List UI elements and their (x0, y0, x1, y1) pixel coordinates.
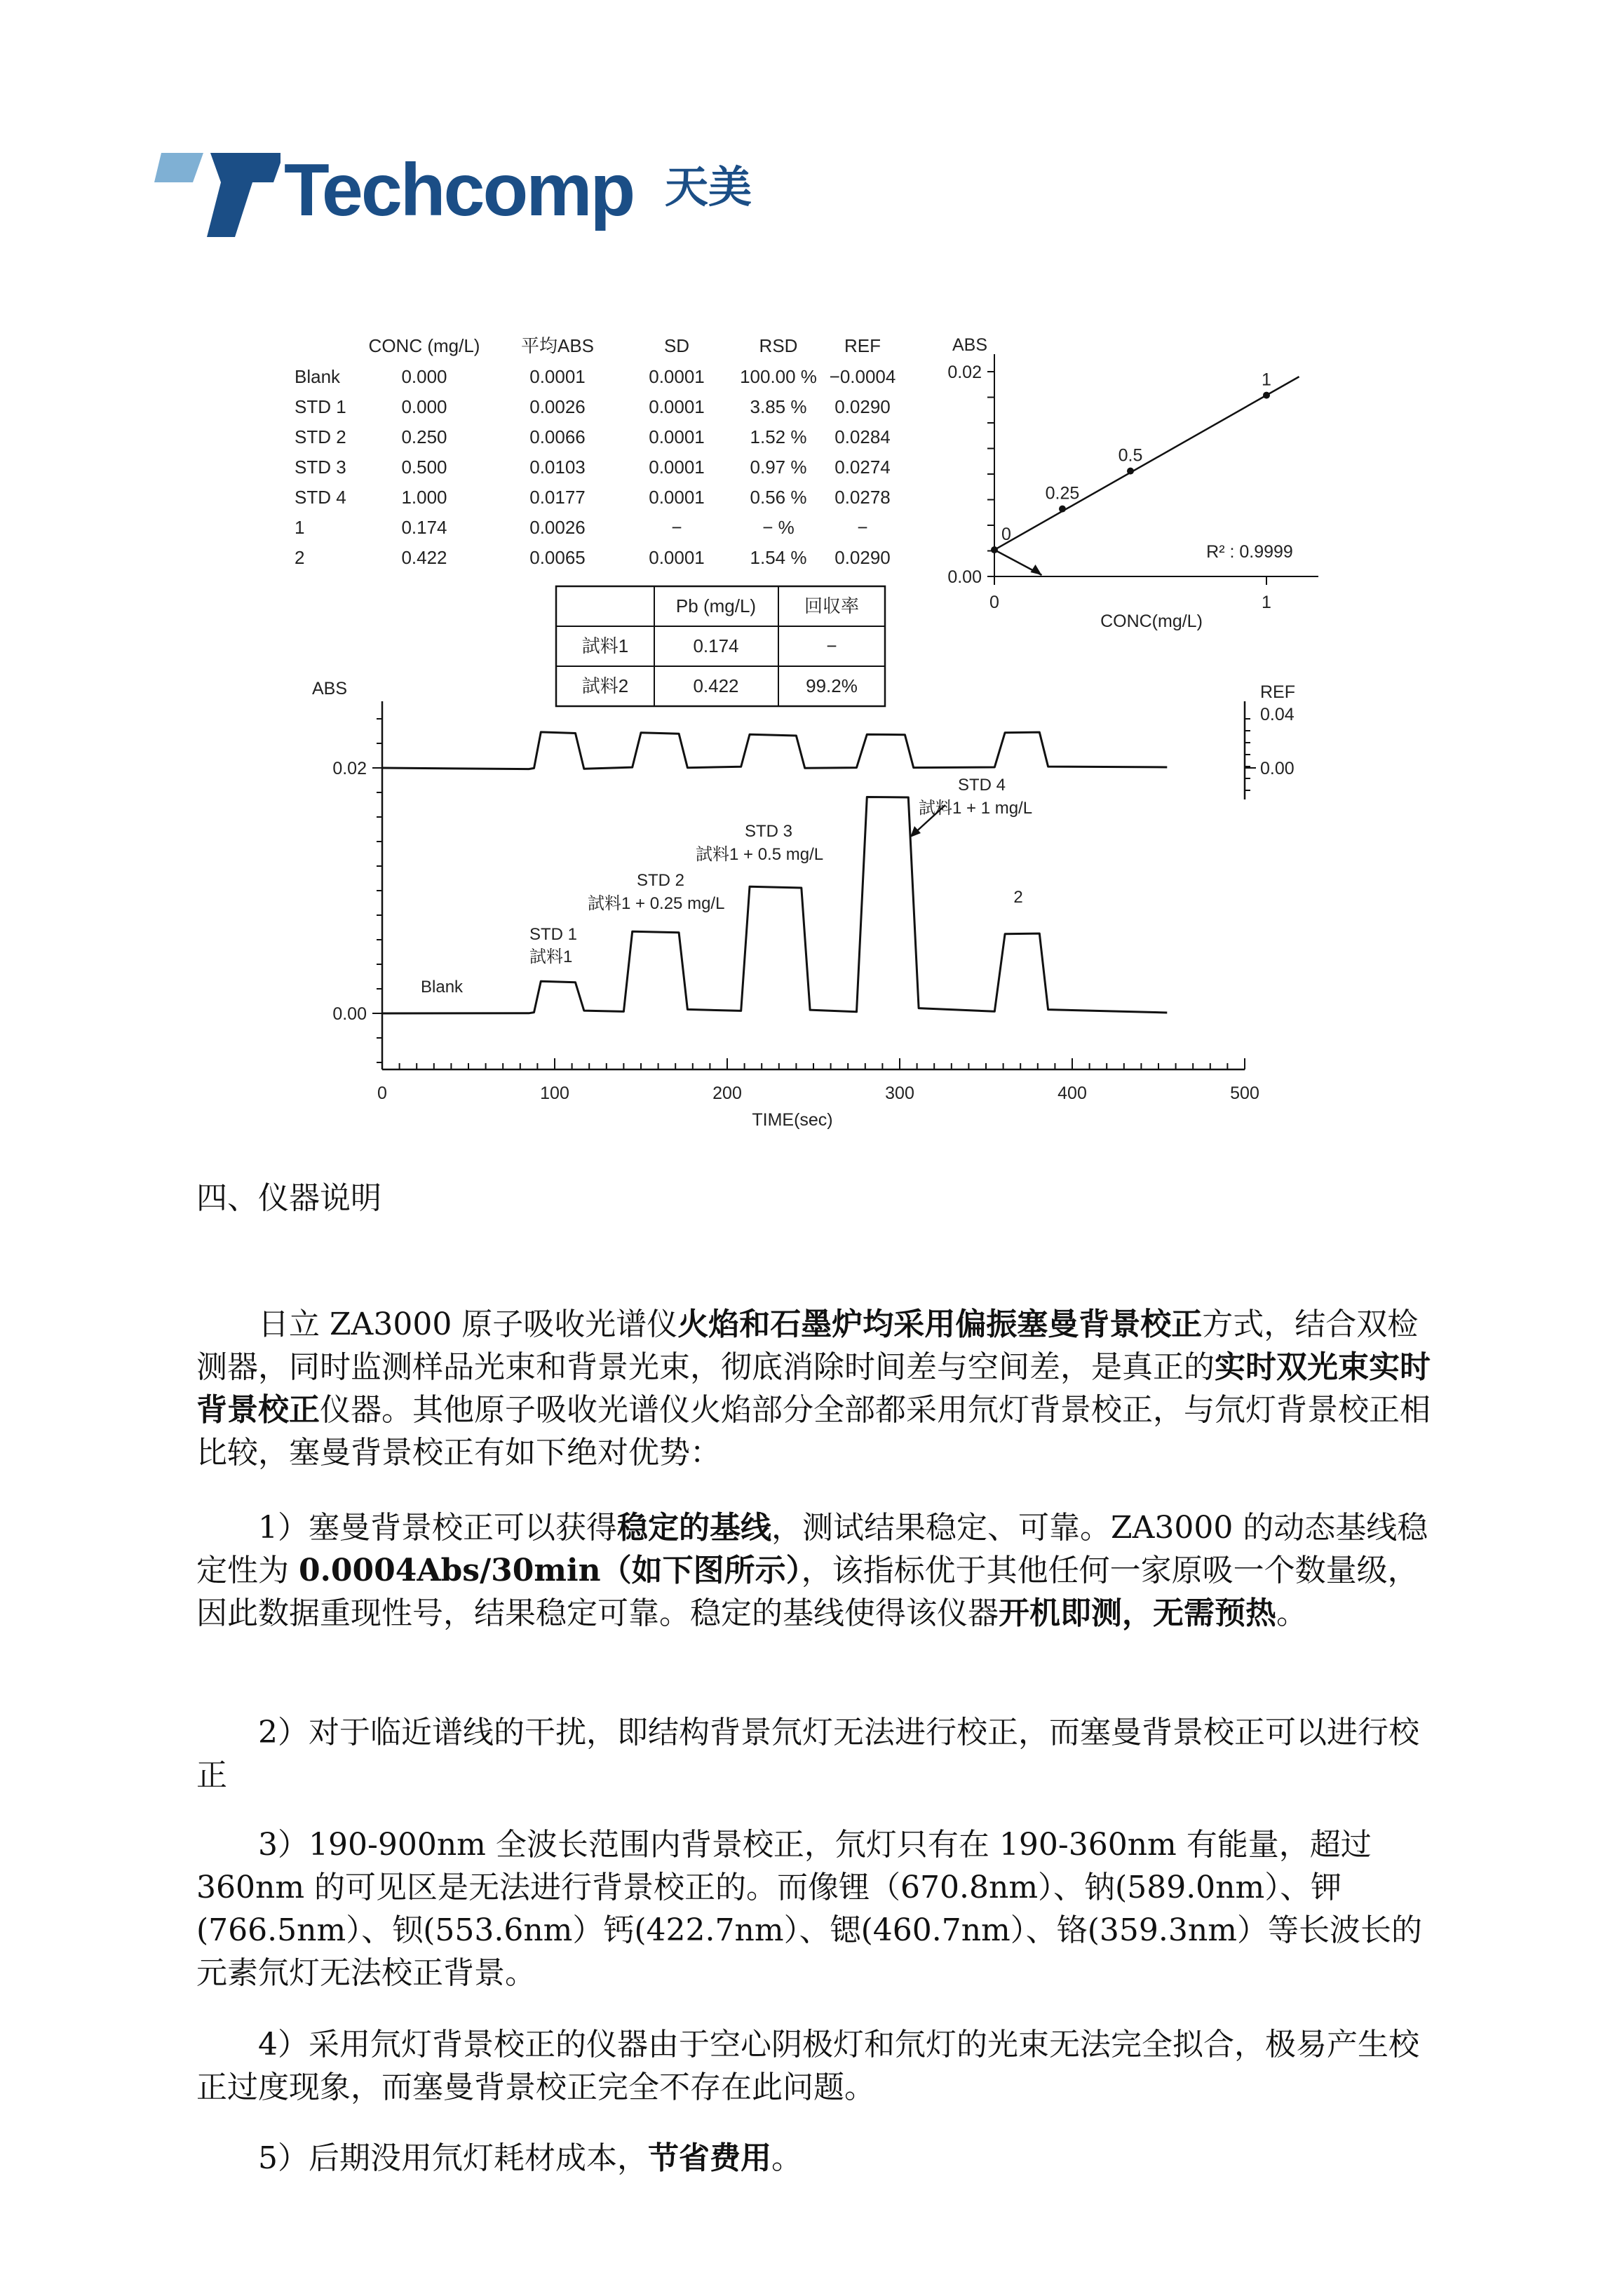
paragraph-4: 3）190-900nm 全波长范围内背景校正，氘灯只有在 190-360nm 有能量，超过 360nm 的可见区是无法进行背景校正的。而像锂（670.8nm）、钠(589.0nm）、钾(766.5nm）、钡(553.6nm）钙(422.7nm）、锶(460.7nm）、铬(359.3nm）等长波长的元素氘灯无法校正背景。 (196, 1827, 1422, 1991)
p2-text-4: 。 (1276, 1595, 1307, 1631)
recovery-table-cell: 試料1 (581, 635, 629, 657)
results-table-cell: STD 4 (295, 487, 346, 508)
results-table-cell: 0.0278 (834, 487, 891, 508)
calib-point (1059, 506, 1066, 513)
calib-point-label: 0.5 (1118, 445, 1143, 466)
calib-arrow-head (1031, 565, 1042, 575)
results-table-header: RSD (759, 335, 798, 356)
calib-x-tick-label: 1 (1262, 593, 1271, 612)
time-x-tick-label: 100 (540, 1083, 569, 1103)
logo-cn-text: 天美 (665, 161, 752, 212)
time-annotation: Blank (421, 978, 464, 997)
p6-text-1: 5）后期没用氘灯耗材成本， (258, 2140, 648, 2176)
time-annotation: 試料1 + 0.5 mg/L (696, 845, 824, 864)
p1-text-3: 仪器。其他原子吸收光谱仪火焰部分全部都采用氘灯背景校正，与氘灯背景校正相比较，塞曼背景校正有如下绝对优势： (196, 1392, 1431, 1471)
calib-point-label: 0 (1001, 525, 1011, 545)
results-table-cell: 0.0290 (834, 547, 891, 568)
results-table-cell: STD 2 (295, 426, 346, 447)
time-signal-chart (312, 679, 1295, 1130)
time-y2-axis-label: REF (1260, 682, 1295, 702)
calib-x-tick-label: 0 (989, 593, 999, 612)
results-table-header: CONC (mg/L) (368, 335, 480, 356)
logo-brand-text: Techcomp (284, 149, 634, 231)
results-table-cell: 0.0177 (529, 487, 586, 508)
time-x-axis-label: TIME(sec) (752, 1110, 833, 1130)
time-annotation: 試料1 (529, 947, 573, 966)
p1-text-2: 方式，结合双检测器，同时监测样品光束和背景光束，彻底消除时间差与空间差，是真正的 (196, 1306, 1419, 1385)
results-table-cell: 0.0001 (649, 457, 705, 478)
p6-text-2: 。 (771, 2140, 802, 2176)
results-table-cell: 0.422 (401, 547, 447, 568)
time-annotation: STD 1 (529, 925, 578, 944)
results-table-cell: 1.52 % (750, 426, 807, 447)
results-table-header: SD (663, 335, 690, 356)
ref-signal-line (382, 732, 1167, 769)
time-y-axis-label: ABS (312, 679, 348, 698)
results-table-cell: 1.000 (401, 487, 447, 508)
results-table-cell: Blank (295, 366, 341, 387)
results-table-cell: 0.0001 (529, 366, 586, 387)
p6-bold-1: 节省费用 (648, 2140, 771, 2176)
results-table-cell: 0.000 (401, 396, 447, 417)
p2-text-1: 1）塞曼背景校正可以获得 (258, 1510, 617, 1546)
time-y2-tick-label: 0.00 (1260, 759, 1295, 778)
time-annotation: STD 4 (958, 776, 1006, 795)
calib-fit-line (994, 377, 1299, 550)
results-table-cell: 0.0001 (649, 487, 705, 508)
paragraph-5: 4）采用氘灯背景校正的仪器由于空心阴极灯和氘灯的光束无法完全拟合，极易产生校正过度现象，而塞曼背景校正完全不存在此问题。 (196, 2027, 1419, 2105)
time-annotation: STD 3 (745, 822, 793, 841)
paragraph-6 (196, 2137, 1445, 2180)
time-annotation: 試料1 + 0.25 mg/L (588, 894, 725, 913)
results-table-cell: 0.0001 (649, 426, 705, 447)
calib-y-axis-label: ABS (952, 335, 988, 355)
recovery-table-header: 回収率 (804, 595, 860, 617)
results-table-cell: −0.0004 (829, 366, 896, 387)
results-table-cell: 0.0103 (529, 457, 586, 478)
results-table-cell: 0.0001 (649, 366, 705, 387)
recovery-table-cell: 99.2% (806, 675, 858, 697)
results-table-cell: STD 3 (295, 457, 346, 478)
results-table-cell: 0.0274 (834, 457, 891, 478)
time-x-tick-label: 400 (1057, 1083, 1087, 1103)
section-title: 四、仪器说明 (196, 1180, 381, 1216)
results-table (295, 335, 896, 568)
calib-y-tick-label: 0.02 (947, 363, 982, 382)
results-table-cell: − (857, 517, 868, 538)
results-table-cell: 0.0066 (529, 426, 586, 447)
calibration-chart (947, 335, 1318, 631)
results-table-cell: − % (762, 517, 795, 538)
p2-bold-3: 开机即测，无需预热 (999, 1595, 1276, 1631)
results-table-cell: − (671, 517, 682, 538)
p2-text-3: ，该指标优于其他任何一家原吸一个数量级，因此数据重现性号，结果稳定可靠。稳定的基线使得该仪器 (196, 1553, 1419, 1631)
recovery-table-header: Pb (mg/L) (675, 595, 757, 617)
recovery-table-cell: 0.174 (693, 635, 739, 657)
time-y-tick-label: 0.00 (332, 1004, 367, 1024)
calib-r2-annotation: R² : 0.9999 (1206, 542, 1293, 562)
p2-text-2: ，测试结果稳定、可靠。ZA3000 的动态基线稳定性为 (196, 1510, 1428, 1588)
results-table-cell: 0.0026 (529, 517, 586, 538)
p1-bold-1: 火焰和石墨炉均采用偏振塞曼背景校正 (677, 1306, 1203, 1342)
recovery-table-cell: 0.422 (693, 675, 739, 697)
results-table-cell: 0.0290 (834, 396, 891, 417)
time-y2-tick-label: 0.04 (1260, 705, 1295, 724)
results-table-cell: 3.85 % (750, 396, 807, 417)
paragraph-2 (196, 1506, 1445, 1635)
time-annotation: 試料1 + 1 mg/L (919, 799, 1033, 818)
recovery-table-cell: − (826, 635, 837, 657)
results-table-cell: 0.0026 (529, 396, 586, 417)
time-x-tick-label: 0 (377, 1083, 387, 1103)
p2-bold-2: 0.0004Abs/30min（如下图所示） (299, 1553, 802, 1588)
results-table-cell: 0.000 (401, 366, 447, 387)
recovery-table-cell: 試料2 (581, 675, 629, 697)
results-table-cell: 0.97 % (750, 457, 807, 478)
time-annotation: 2 (1013, 888, 1023, 907)
results-table-cell: 0.0001 (649, 547, 705, 568)
results-table-cell: 0.500 (401, 457, 447, 478)
results-table-cell: 0.174 (401, 517, 447, 538)
calib-point (1263, 392, 1270, 399)
time-y-tick-label: 0.02 (332, 759, 367, 778)
calib-point-label: 0.25 (1045, 483, 1080, 504)
time-x-tick-label: 300 (885, 1083, 914, 1103)
results-table-cell: 100.00 % (740, 366, 817, 387)
recovery-table (556, 586, 885, 706)
time-x-tick-label: 500 (1230, 1083, 1259, 1103)
results-table-cell: 0.0065 (529, 547, 586, 568)
calib-x-axis-label: CONC(mg/L) (1100, 612, 1203, 631)
calib-point (991, 546, 998, 553)
results-table-header: 平均ABS (520, 335, 595, 356)
results-table-cell: 0.56 % (750, 487, 807, 508)
calib-point-label: 1 (1262, 370, 1271, 390)
time-annotation: STD 2 (637, 871, 685, 890)
results-table-header: REF (844, 335, 881, 356)
paragraph-1 (196, 1303, 1445, 1474)
p1-bold-2: 实时双光束实时背景校正 (196, 1349, 1431, 1428)
results-table-cell: 0.0001 (649, 396, 705, 417)
paragraph-3: 2）对于临近谱线的干扰，即结构背景氘灯无法进行校正，而塞曼背景校正可以进行校正 (196, 1715, 1419, 1793)
p2-bold-1: 稳定的基线 (617, 1510, 771, 1546)
p1-text-1: 日立 ZA3000 原子吸收光谱仪 (258, 1306, 678, 1342)
results-table-cell: STD 1 (295, 396, 346, 417)
calib-y-tick-label: 0.00 (947, 567, 982, 587)
results-table-cell: 1 (295, 517, 305, 538)
results-table-cell: 2 (295, 547, 305, 568)
results-table-cell: 1.54 % (750, 547, 807, 568)
results-table-cell: 0.250 (401, 426, 447, 447)
calib-point (1127, 468, 1134, 475)
results-table-cell: 0.0284 (834, 426, 891, 447)
time-x-tick-label: 200 (712, 1083, 742, 1103)
